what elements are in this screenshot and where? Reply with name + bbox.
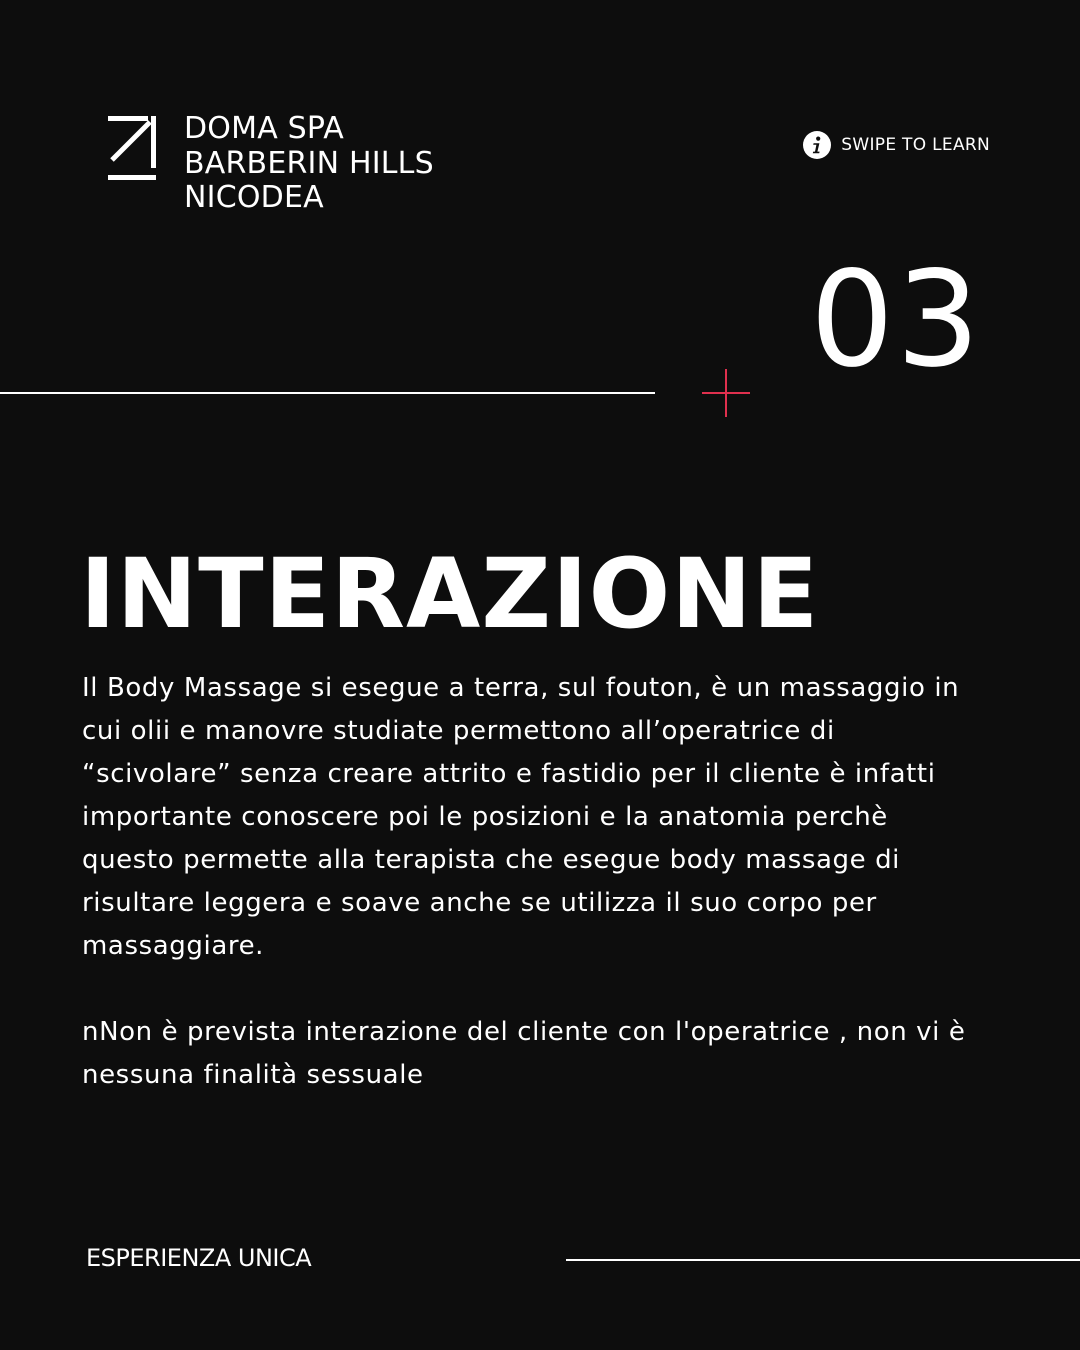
brand-line-1: DOMA SPA <box>184 111 344 146</box>
info-icon <box>803 131 831 159</box>
page-number: 03 <box>810 243 982 397</box>
brand-line-2: BARBERIN HILLS <box>184 145 434 181</box>
divider-line-top <box>0 392 655 394</box>
paragraph-1: Il Body Massage si esegue a terra, sul fouton, è un massaggio in cui olii e manovre studiate permettono all’operatrice di “scivolare” senza creare attrito e fastidio per il cliente è infatti importante conoscere poi le posizioni e la anatomia perchè questo permette alla terapista che esegue body massage di risultare leggera e soave anche se utilizza il suo corpo per massaggiare. <box>82 673 960 961</box>
body-text <box>82 667 982 1140</box>
brand-name <box>184 112 434 216</box>
plus-icon <box>702 369 750 417</box>
footer-label: ESPERIENZA UNICA <box>86 1244 312 1272</box>
brand-line-3: NICODEA <box>184 180 324 215</box>
swipe-hint <box>803 131 990 159</box>
page-title: INTERAZIONE <box>80 538 820 651</box>
swipe-label: SWIPE TO LEARN <box>841 135 990 155</box>
paragraph-2: nNon è prevista interazione del cliente con l'operatrice , non vi è nessuna finalità sessuale <box>82 1017 966 1090</box>
z-logo-icon <box>106 114 160 182</box>
divider-line-bottom <box>566 1259 1080 1261</box>
